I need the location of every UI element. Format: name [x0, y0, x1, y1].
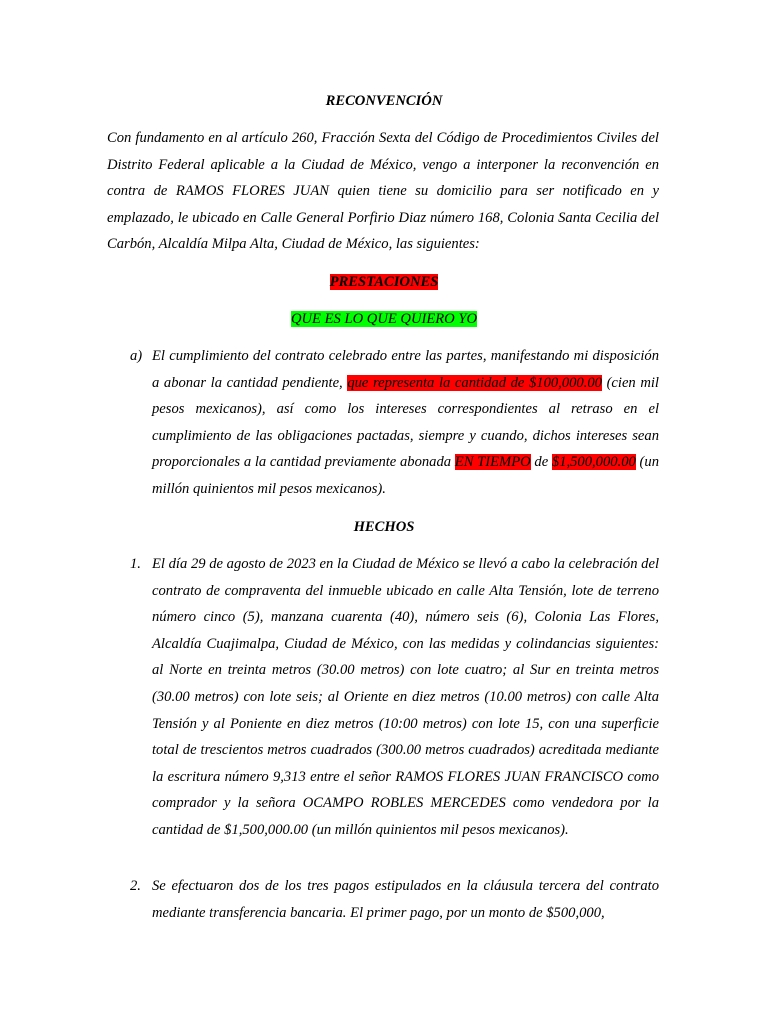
list-marker: 1. [130, 556, 141, 572]
item-a-text-4: (un millón quinientos mil pesos mexicanos). [152, 454, 659, 497]
document-title: RECONVENCIÓN [325, 93, 443, 109]
hecho-item-2-body: Se efectuaron dos de los tres pagos estipulados en la cláusula tercera del contrato mediante transferencia bancaria. El primer pago, por un monto de $500,000, [152, 878, 659, 921]
hecho-item-2 [130, 873, 659, 926]
item-a-text-1: El cumplimiento del contrato celebrado entre las partes, manifestando mi disposición a abonar la cantidad pendiente, [152, 348, 659, 391]
prestaciones-note: QUE ES LO QUE QUIERO YO [290, 311, 478, 327]
list-marker: 2. [130, 878, 141, 894]
prestacion-item-a [130, 343, 659, 503]
item-a-highlight-en-tiempo: EN TIEMPO [454, 454, 531, 471]
intro-paragraph: Con fundamento en al artículo 260, Fracción Sexta del Código de Procedimientos Civiles del Distrito Federal aplicable a la Ciudad de México, vengo a interponer la reconvención en contra de RAMOS FLORES JUAN quien tiene su domicilio para ser notificado en y emplazado, le ubicado en Calle General Porfirio Diaz número 168, Colonia Santa Cecilia del Carbón, Alcaldía Milpa Alta, Ciudad de México, las siguientes: [107, 130, 659, 253]
item-a-text-2: (cien mil pesos mexicanos), así como los intereses correspondientes al retraso en el cumplimiento de las obligaciones pactadas, siempre y cuando, dichos intereses sean proporcionales a la cantidad previamente abonada [152, 374, 659, 471]
hechos-heading: HECHOS [353, 519, 415, 535]
item-a-text-3: de [530, 454, 552, 471]
item-a-highlight-amount: que representa la cantidad de $100,000.00 [347, 374, 602, 391]
prestacion-item-a-body [152, 343, 659, 503]
item-a-highlight-total: $1,500,000.00 [551, 454, 636, 471]
hecho-item-1-body: El día 29 de agosto de 2023 en la Ciudad de México se llevó a cabo la celebración del contrato de compraventa del inmueble ubicado en calle Alta Tensión, lote de terreno número cinco (5), manzana cuarenta (40), número seis (6), Colonia Las Flores, Alcaldía Cuajimalpa, Ciudad de México, con las medidas y colindancias siguientes: al Norte en treinta metros (30.00 metros) con lote cuatro; al Sur en treinta metros (30.00 metros) con lote seis; al Oriente en diez metros (10.00 metros) con calle Alta Tensión y al Poniente en diez metros (10:00 metros) con lote 15, con una superficie total de trescientos metros cuadrados (300.00 metros cuadrados) acreditada mediante la escritura número 9,313 entre el señor RAMOS FLORES JUAN FRANCISCO como comprador y la señora OCAMPO ROBLES MERCEDES como vendedora por la cantidad de $1,500,000.00 (un millón quinientos mil pesos mexicanos). [152, 556, 659, 838]
prestaciones-note-line [0, 309, 768, 329]
hecho-item-1 [130, 551, 659, 844]
prestaciones-heading: PRESTACIONES [329, 274, 439, 290]
prestaciones-heading-line [0, 272, 768, 292]
list-marker: a) [130, 348, 143, 364]
